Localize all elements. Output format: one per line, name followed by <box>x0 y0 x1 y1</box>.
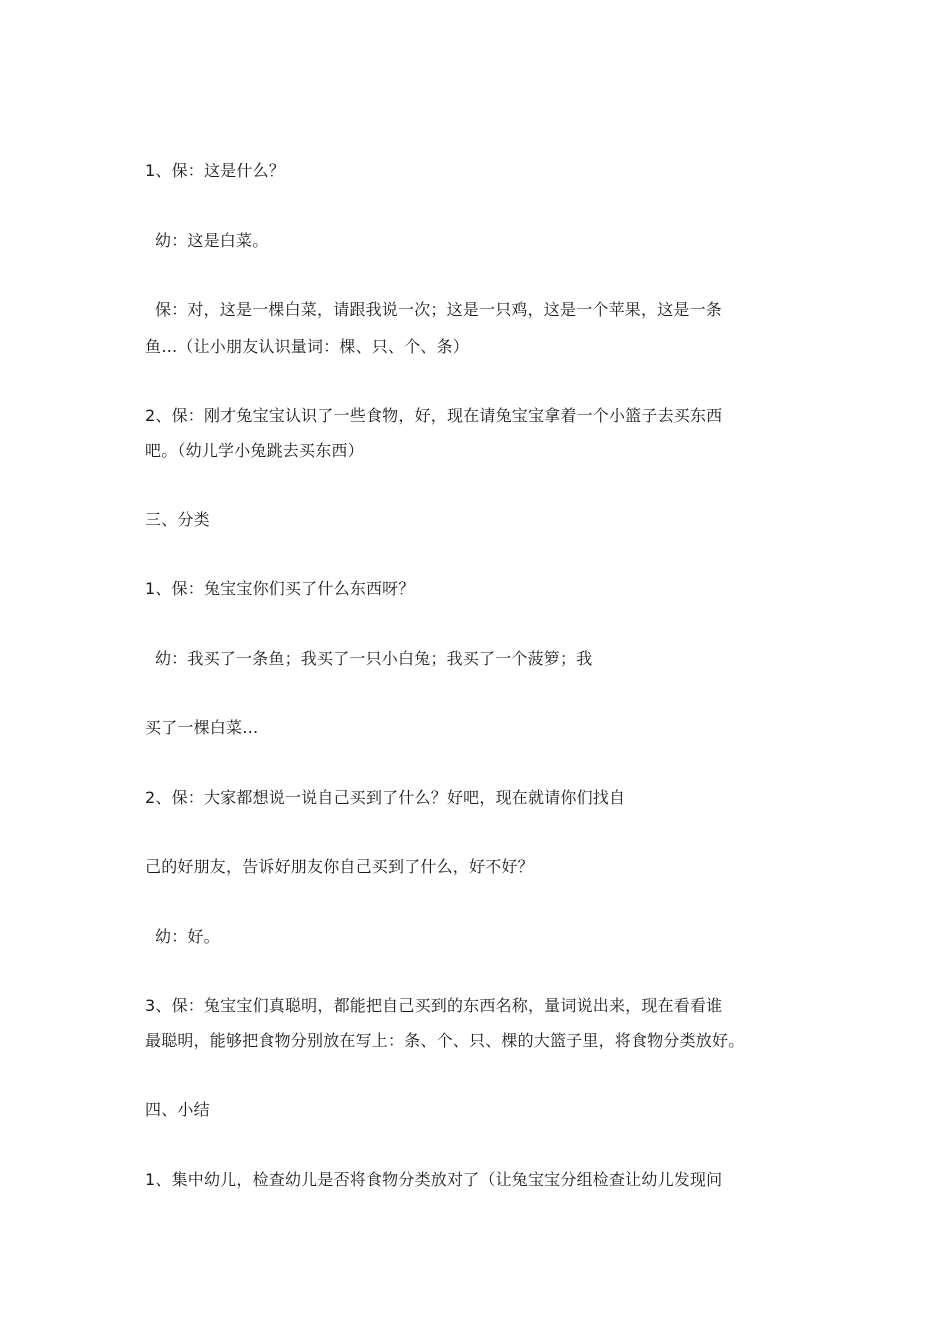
text-line-3: 保：对，这是一棵白菜，请跟我说一次；这是一只鸡，这是一个苹果，这是一条 <box>155 300 723 319</box>
text-line-11: 2、保：大家都想说一说自己买到了什么？好吧，现在就请你们找自 <box>145 788 626 807</box>
section-heading-classify: 三、分类 <box>145 510 210 529</box>
text-line-5: 2、保：刚才兔宝宝认识了一些食物，好，现在请兔宝宝拿着一个小篮子去买东西 <box>145 406 723 425</box>
text-line-1: 1、保：这是什么？ <box>145 161 285 180</box>
text-line-13: 幼：好。 <box>155 927 220 946</box>
text-line-9: 幼：我买了一条鱼；我买了一只小白兔；我买了一个菠箩；我 <box>155 649 593 668</box>
section-heading-summary: 四、小结 <box>145 1100 210 1119</box>
text-line-10: 买了一棵白菜… <box>145 718 259 737</box>
text-line-12: 己的好朋友，告诉好朋友你自己买到了什么，好不好？ <box>145 857 534 876</box>
text-line-15: 最聪明，能够把食物分别放在写上：条、个、只、棵的大篮子里，将食物分类放好。 <box>145 1031 745 1050</box>
text-line-2: 幼：这是白菜。 <box>155 231 269 250</box>
text-line-4: 鱼…（让小朋友认识量词：棵、只、个、条） <box>145 337 470 356</box>
text-line-14: 3、保：兔宝宝们真聪明，都能把自己买到的东西名称，量词说出来，现在看看谁 <box>145 996 723 1015</box>
text-line-17: 1、集中幼儿，检查幼儿是否将食物分类放对了（让兔宝宝分组检查让幼儿发现问 <box>145 1170 723 1189</box>
text-line-8: 1、保：兔宝宝你们买了什么东西呀？ <box>145 579 415 598</box>
text-line-6: 吧。（幼儿学小兔跳去买东西） <box>145 441 364 460</box>
